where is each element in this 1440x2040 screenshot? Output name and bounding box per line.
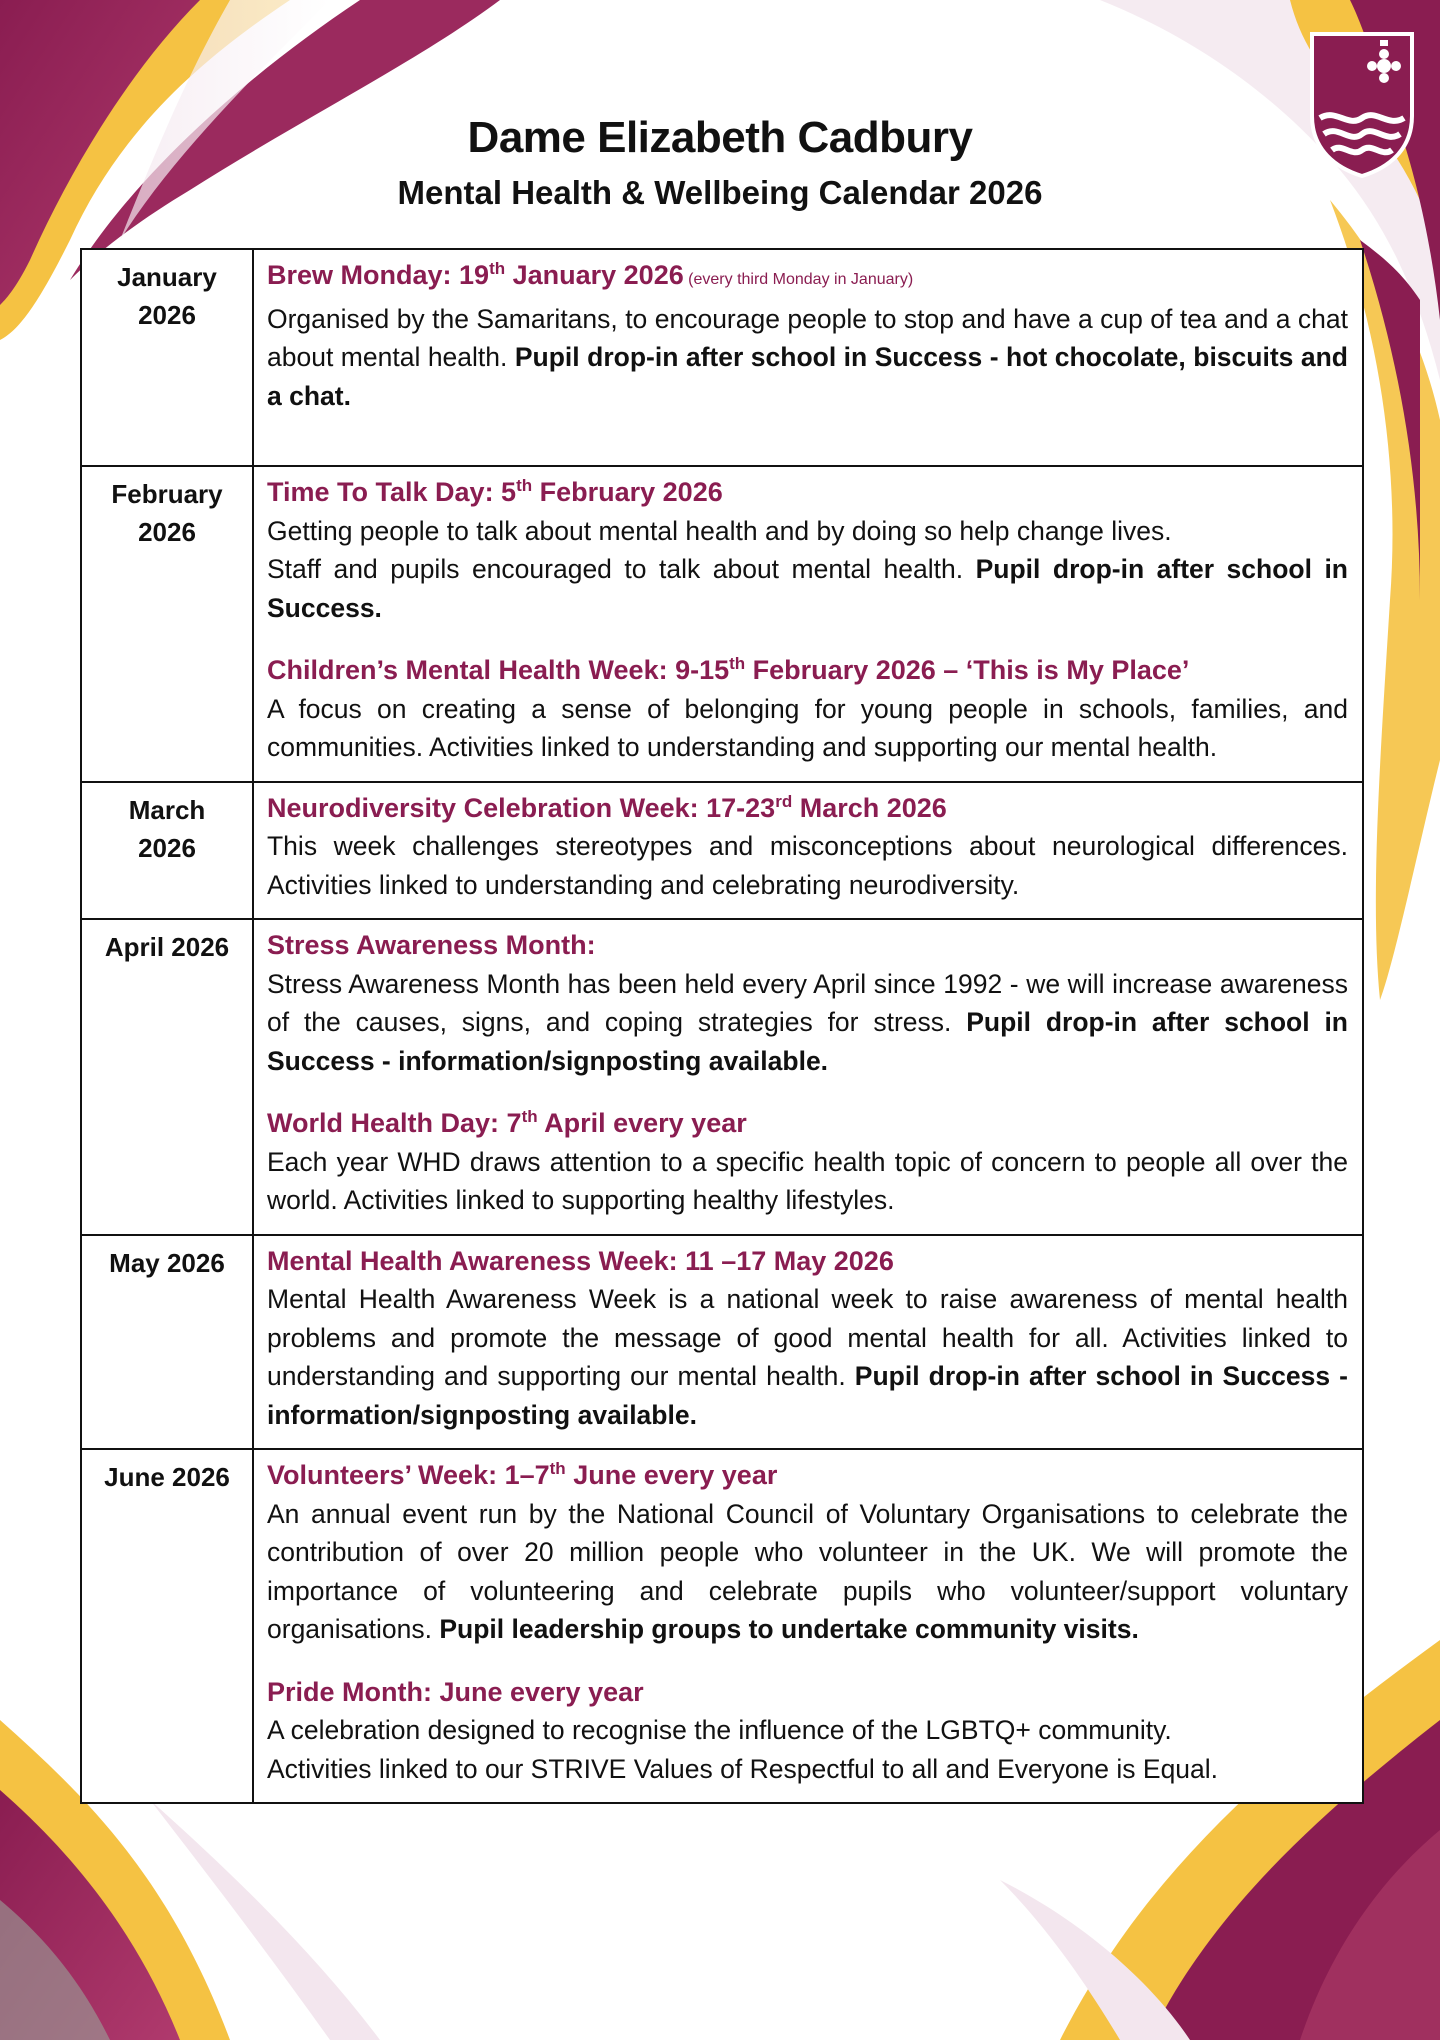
event-description xyxy=(267,690,1348,767)
event-description xyxy=(267,1280,1348,1434)
event-description xyxy=(267,550,1348,627)
month-cell xyxy=(81,1449,253,1803)
event-highlight-text: Pupil leadership groups to undertake community visits. xyxy=(439,1614,1139,1644)
event-description-text: Organised by the Samaritans, to encourage people to stop and have a cup of tea and a chat about mental health. xyxy=(267,303,1348,372)
event-item xyxy=(267,1242,1348,1435)
event-highlight-text: Pupil drop-in after school in Success - information/signposting available. xyxy=(267,1007,1348,1076)
event-description-line: Getting people to talk about mental health and by doing so help change lives. xyxy=(267,515,1172,546)
page-title: Dame Elizabeth Cadbury xyxy=(467,113,973,162)
event-title-text: Mental Health Awareness Week: 11 –17 May 2026 xyxy=(267,1245,894,1276)
month-cell xyxy=(81,1235,253,1450)
table-row xyxy=(81,1235,1363,1450)
event-description-text: Activities linked to our STRIVE Values of Respectful to all and Everyone is Equal. xyxy=(267,1753,1219,1784)
event-title xyxy=(267,651,1348,690)
event-description-text: Stress Awareness Month has been held every April since 1992 - we will increase awareness of the causes, signs, and coping strategies for stress. xyxy=(267,968,1348,1037)
page-header xyxy=(0,108,1440,216)
event-title-text: Neurodiversity Celebration Week: 17-23 xyxy=(267,792,776,823)
event-title-text: February 2026 – ‘This is My Place’ xyxy=(745,655,1190,685)
event-description-text: This week challenges stereotypes and misconceptions about neurological differences. Activities linked to understanding and celebrating neurodiversity. xyxy=(267,831,1348,900)
month-cell xyxy=(81,249,253,466)
page-subtitle: Mental Health & Wellbeing Calendar 2026 xyxy=(397,174,1043,211)
event-title xyxy=(267,1242,1348,1281)
table-row xyxy=(81,249,1363,466)
month-cell xyxy=(81,466,253,782)
event-title-ordinal: th xyxy=(489,259,506,278)
event-item xyxy=(267,1673,1348,1789)
event-title-note: (every third Monday in January) xyxy=(683,271,914,288)
event-title-text: Pride Month: June every year xyxy=(267,1676,644,1707)
event-description-text: A focus on creating a sense of belonging for young people in schools, families, and communities. Activities linked to understanding and supporting our mental health. xyxy=(267,693,1348,762)
month-label: January xyxy=(117,262,217,292)
event-title xyxy=(267,1456,1348,1495)
event-item xyxy=(267,789,1348,905)
event-title-text: March 2026 xyxy=(792,792,947,823)
event-title xyxy=(267,256,1348,300)
event-description xyxy=(267,965,1348,1081)
event-item xyxy=(267,473,1348,627)
event-highlight-text: Pupil drop-in after school in Success - hot chocolate, biscuits and a chat. xyxy=(267,342,1348,411)
event-description-text: Staff and pupils encouraged to talk about mental health. xyxy=(267,554,976,584)
month-label: February xyxy=(111,479,223,509)
events-cell xyxy=(253,1449,1363,1803)
events-cell xyxy=(253,1235,1363,1450)
event-description xyxy=(267,1143,1348,1220)
event-title-text: Brew Monday: 19 xyxy=(267,260,490,290)
event-description-text: Each year WHD draws attention to a specific health topic of concern to people all over the world. Activities linked to supporting healthy lifestyles. xyxy=(267,1146,1348,1215)
month-label: 2026 xyxy=(138,300,196,330)
events-cell xyxy=(253,249,1363,466)
event-title xyxy=(267,1673,1348,1712)
event-title-ordinal: th xyxy=(729,654,746,673)
event-title xyxy=(267,473,1348,512)
event-title-text: February 2026 xyxy=(532,477,723,507)
event-title xyxy=(267,1104,1348,1143)
event-title-ordinal: th xyxy=(549,1459,566,1478)
calendar-table xyxy=(80,248,1364,1804)
event-title-text: Volunteers’ Week: 1–7 xyxy=(267,1460,550,1490)
event-description xyxy=(267,1750,1348,1789)
event-title-ordinal: th xyxy=(516,476,533,495)
event-title-text: April every year xyxy=(537,1108,747,1138)
event-title-text: January 2026 xyxy=(505,260,684,290)
table-row xyxy=(81,1449,1363,1803)
event-title-text: Time To Talk Day: 5 xyxy=(267,477,517,507)
table-row xyxy=(81,466,1363,782)
event-title-text: June every year xyxy=(565,1460,778,1490)
month-label: June 2026 xyxy=(104,1462,230,1492)
table-row xyxy=(81,919,1363,1235)
month-cell xyxy=(81,919,253,1235)
month-label: 2026 xyxy=(138,832,196,863)
event-item xyxy=(267,1104,1348,1220)
month-label: 2026 xyxy=(138,517,196,547)
events-cell xyxy=(253,466,1363,782)
event-highlight-text: Pupil drop-in after school in Success. xyxy=(267,554,1348,623)
event-item xyxy=(267,1456,1348,1649)
event-title-text: World Health Day: 7 xyxy=(267,1108,522,1138)
event-description-text: An annual event run by the National Council of Voluntary Organisations to celebrate the contribution of over 20 million people who volunteer in the UK. We will promote the importance of volunteering and celebrate pupils who volunteer/support voluntary organisations. xyxy=(267,1498,1348,1644)
month-cell xyxy=(81,782,253,920)
event-description xyxy=(267,827,1348,904)
month-label: May 2026 xyxy=(109,1247,225,1278)
month-label: March xyxy=(128,794,206,825)
event-title xyxy=(267,926,1348,965)
events-cell xyxy=(253,919,1363,1235)
event-item xyxy=(267,651,1348,767)
month-label: April 2026 xyxy=(104,932,230,962)
event-description-text: Mental Health Awareness Week is a national week to raise awareness of mental health problems and promote the message of good mental health for all. Activities linked to understanding and supporting our mental health. xyxy=(267,1284,1348,1391)
event-title-text: Children’s Mental Health Week: 9-15 xyxy=(267,655,730,685)
table-row xyxy=(81,782,1363,920)
event-title-ordinal: th xyxy=(521,1107,538,1126)
event-description xyxy=(267,1495,1348,1649)
event-description-line: A celebration designed to recognise the influence of the LGBTQ+ community. xyxy=(267,1715,1172,1745)
event-highlight-text: Pupil drop-in after school in Success - information/signposting available. xyxy=(267,1361,1349,1430)
event-item xyxy=(267,256,1348,415)
events-cell xyxy=(253,782,1363,920)
event-title-ordinal: rd xyxy=(775,791,793,811)
event-item xyxy=(267,926,1348,1080)
event-title-text: Stress Awareness Month: xyxy=(267,930,596,960)
calendar-rows xyxy=(81,249,1363,1803)
event-title xyxy=(267,789,1348,828)
event-description xyxy=(267,300,1348,416)
